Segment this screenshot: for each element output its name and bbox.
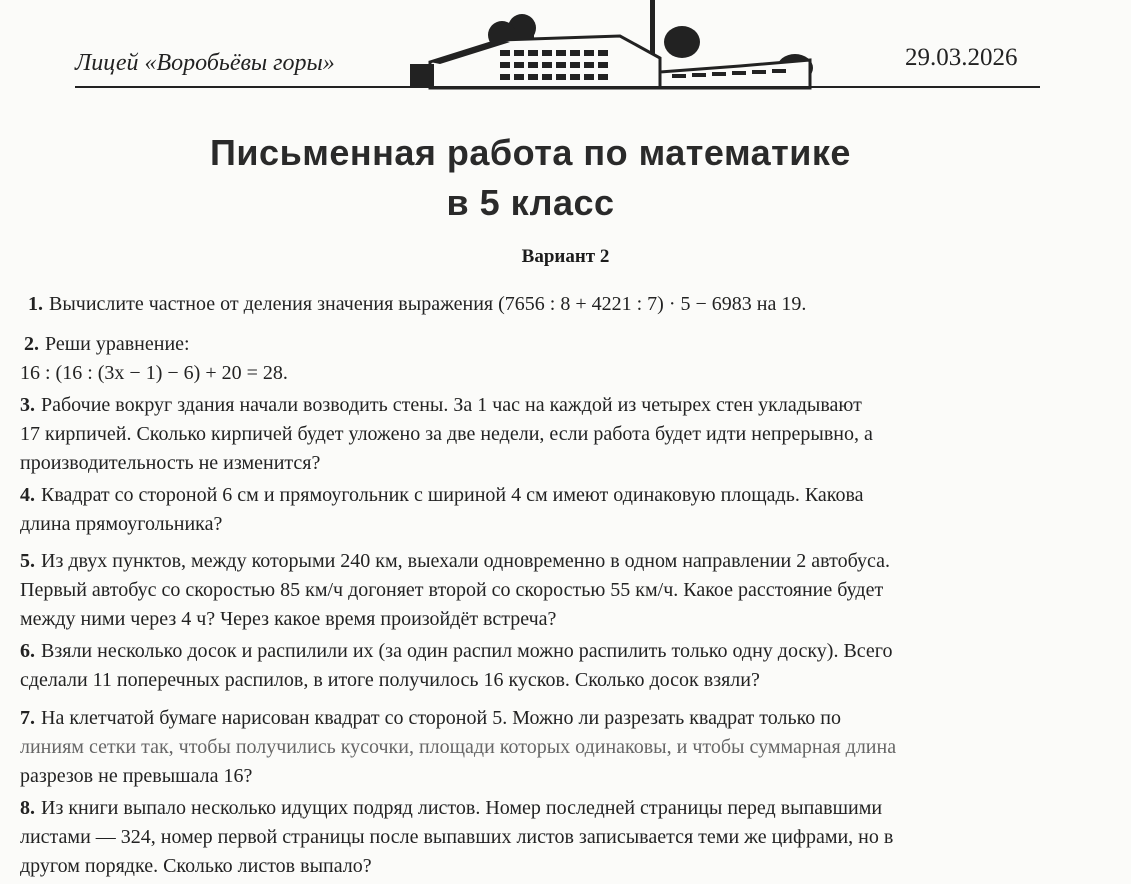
page-header xyxy=(0,0,1131,92)
problem-number: 5. xyxy=(20,550,35,572)
problem-1 xyxy=(28,290,806,319)
problem-number: 6. xyxy=(20,640,35,662)
school-name: Лицей «Воробьёвы горы» xyxy=(75,50,335,76)
problem-3 xyxy=(20,391,873,478)
title-line-2: в 5 класс xyxy=(446,182,615,223)
problem-text: Из книги выпало несколько идущих подряд листов. Номер последней страницы перед выпавшими xyxy=(41,797,883,819)
problem-number: 2. xyxy=(24,333,39,355)
problem-5 xyxy=(20,547,890,634)
problem-text: между ними через 4 ч? Через какое время произойдёт встреча? xyxy=(20,608,557,630)
problem-text: 16 : (16 : (3x − 1) − 6) + 20 = 28. xyxy=(20,362,288,384)
problem-number: 3. xyxy=(20,394,35,416)
problem-text: Вычислите частное от деления значения выражения (7656 : 8 + 4221 : 7) · 5 − 6983 на 19. xyxy=(49,293,807,315)
problem-text: Реши уравнение: xyxy=(45,333,190,355)
problem-number: 7. xyxy=(20,707,35,729)
problem-7 xyxy=(20,704,896,791)
problem-text: длина прямоугольника? xyxy=(20,513,223,535)
problem-number: 1. xyxy=(28,293,43,315)
problem-text: линиям сетки так, чтобы получились кусочки, площади которых одинаковы, и чтобы суммарная длина xyxy=(20,736,897,758)
problem-4 xyxy=(20,481,864,539)
problem-text: производительность не изменится? xyxy=(20,452,321,474)
problem-text: Рабочие вокруг здания начали возводить стены. За 1 час на каждой из четырех стен укладывают xyxy=(41,394,862,416)
problem-text: Взяли несколько досок и распилили их (за один распил можно распилить только одну доску). Всего xyxy=(41,640,893,662)
problem-number: 8. xyxy=(20,797,35,819)
problem-text: другом порядке. Сколько листов выпало? xyxy=(20,855,372,877)
title-line-1: Письменная работа по математике xyxy=(210,132,851,173)
problem-number: 4. xyxy=(20,484,35,506)
variant-label: Вариант 2 xyxy=(521,246,610,267)
problem-text: Из двух пунктов, между которыми 240 км, выехали одновременно в одном направлении 2 автобуса. xyxy=(41,550,890,572)
problem-text: Первый автобус со скоростью 85 км/ч догоняет второй со скоростью 55 км/ч. Какое расстояние будет xyxy=(20,579,884,601)
problem-text: листами — 324, номер первой страницы после выпавших листов записывается теми же цифрами, но в xyxy=(20,826,894,848)
problem-text: На клетчатой бумаге нарисован квадрат со стороной 5. Можно ли разрезать квадрат только по xyxy=(41,707,841,729)
problem-text: 17 кирпичей. Сколько кирпичей будет уложено за две недели, если работа будет идти непрерывно, а xyxy=(20,423,873,445)
school-building-icon xyxy=(410,0,830,92)
document-date: 29.03.2026 xyxy=(905,44,1018,71)
problem-text: Квадрат со стороной 6 см и прямоугольник с шириной 4 см имеют одинаковую площадь. Какова xyxy=(41,484,864,506)
problem-text: сделали 11 поперечных распилов, в итоге получилось 16 кусков. Сколько досок взяли? xyxy=(20,669,760,691)
page-title xyxy=(0,128,1131,228)
problem-8 xyxy=(20,794,893,881)
problem-2 xyxy=(20,330,288,388)
problem-text: разрезов не превышала 16? xyxy=(20,765,253,787)
problem-6 xyxy=(20,637,893,695)
header-divider xyxy=(75,86,1040,88)
